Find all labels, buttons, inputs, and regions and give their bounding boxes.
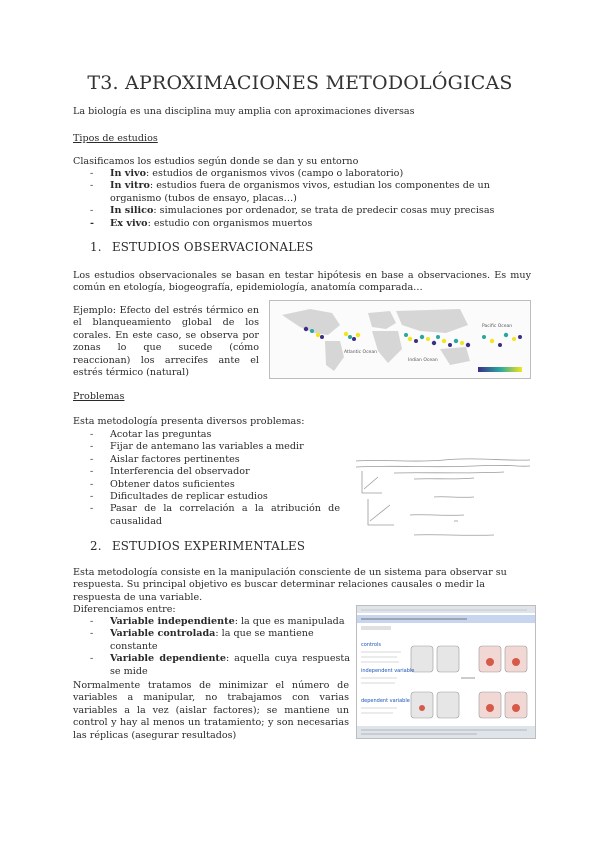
list-item: - In vivo: estudios de organismos vivos (campo o laboratorio) (90, 168, 530, 180)
diferenciamos-lead: Diferenciamos entre: (73, 604, 176, 615)
control-beakers (411, 646, 459, 718)
list-item: - In vitro: estudios fuera de organismos vivos, estudian los componentes de un organismo (tubos de ensayo, placas…) (90, 180, 530, 205)
map-label-pacific: Pacific Ocean (482, 324, 513, 329)
figure-label-controls: controls (361, 642, 381, 648)
list-item: - Pasar de la correlación a la atribución de causalidad (90, 503, 340, 528)
closing-paragraph: Normalmente tratamos de minimizar el número de variables a manipular, no trabajamos con varias variables a la vez (aislar factores); se mantiene un control y hay al menos un tratamiento; y son necesarias las réplicas (asegurar resultados) (73, 680, 349, 741)
tipos-lead: Clasificamos los estudios según donde se dan y su entorno (73, 156, 359, 167)
figure-label-independent: independent variable (361, 668, 415, 674)
section-heading-experimentales: 2. ESTUDIOS EXPERIMENTALES (90, 539, 306, 553)
treatment-beakers (479, 646, 527, 718)
list-item: - Fijar de antemano las variables a medir (90, 441, 340, 453)
map-label-atlantic: Atlantic Ocean (344, 350, 377, 355)
figure-top-bar (357, 606, 535, 613)
page-title: T3. APROXIMACIONES METODOLÓGICAS (87, 72, 513, 94)
list-item: - Interferencia del observador (90, 466, 340, 478)
observacionales-paragraph: Los estudios observacionales se basan en testar hipótesis en base a observaciones. Es muy común en etología, biogeografía, epidemiología, anatomía comparada… (73, 270, 531, 294)
handwritten-sketch (354, 455, 534, 545)
problemas-heading: Problemas (73, 391, 125, 402)
list-item: - Variable dependiente: aquella cuya respuesta se mide (90, 653, 350, 678)
list-item: - Dificultades de replicar estudios (90, 491, 340, 503)
list-item: - Ex vivo: estudio con organismos muertos (90, 218, 530, 230)
list-item: - Obtener datos suficientes (90, 479, 340, 491)
variables-list (90, 616, 350, 678)
map-label-indian: Indian Ocean (408, 358, 438, 363)
tipos-heading: Tipos de estudios (73, 133, 158, 144)
world-map-graphic (270, 301, 530, 378)
list-item: - In silico: simulaciones por ordenador, se trata de predecir cosas muy precisas (90, 205, 530, 217)
intro-text: La biología es una disciplina muy amplia con aproximaciones diversas (73, 106, 415, 117)
example-text: Ejemplo: Efecto del estrés térmico en el blanqueamiento global de los corales. En este caso, se observa por zonas lo que sucede (cómo reaccionan) los arrecifes ante el estrés térmico (natural) (73, 305, 259, 379)
map-colorbar (478, 367, 522, 372)
list-item: - Variable controlada: la que se mantiene constante (90, 628, 350, 653)
coral-bleaching-map (269, 300, 531, 379)
figure-label-dependent: dependent variable (361, 698, 410, 704)
tipos-list (90, 168, 530, 230)
list-item: - Aislar factores pertinentes (90, 454, 340, 466)
problemas-list (90, 429, 340, 528)
experimentales-paragraph: Esta metodología consiste en la manipulación consciente de un sistema para observar su respuesta. Su principal objetivo es buscar determinar relaciones causales o medir la respuesta de una variable. (73, 567, 507, 603)
list-item: - Variable independiente: la que es manipulada (90, 616, 350, 628)
problemas-lead: Esta metodología presenta diversos problemas: (73, 416, 305, 427)
experiment-figure (356, 605, 536, 739)
section-heading-observacionales: 1. ESTUDIOS OBSERVACIONALES (90, 240, 314, 254)
list-item: - Acotar las preguntas (90, 429, 340, 441)
